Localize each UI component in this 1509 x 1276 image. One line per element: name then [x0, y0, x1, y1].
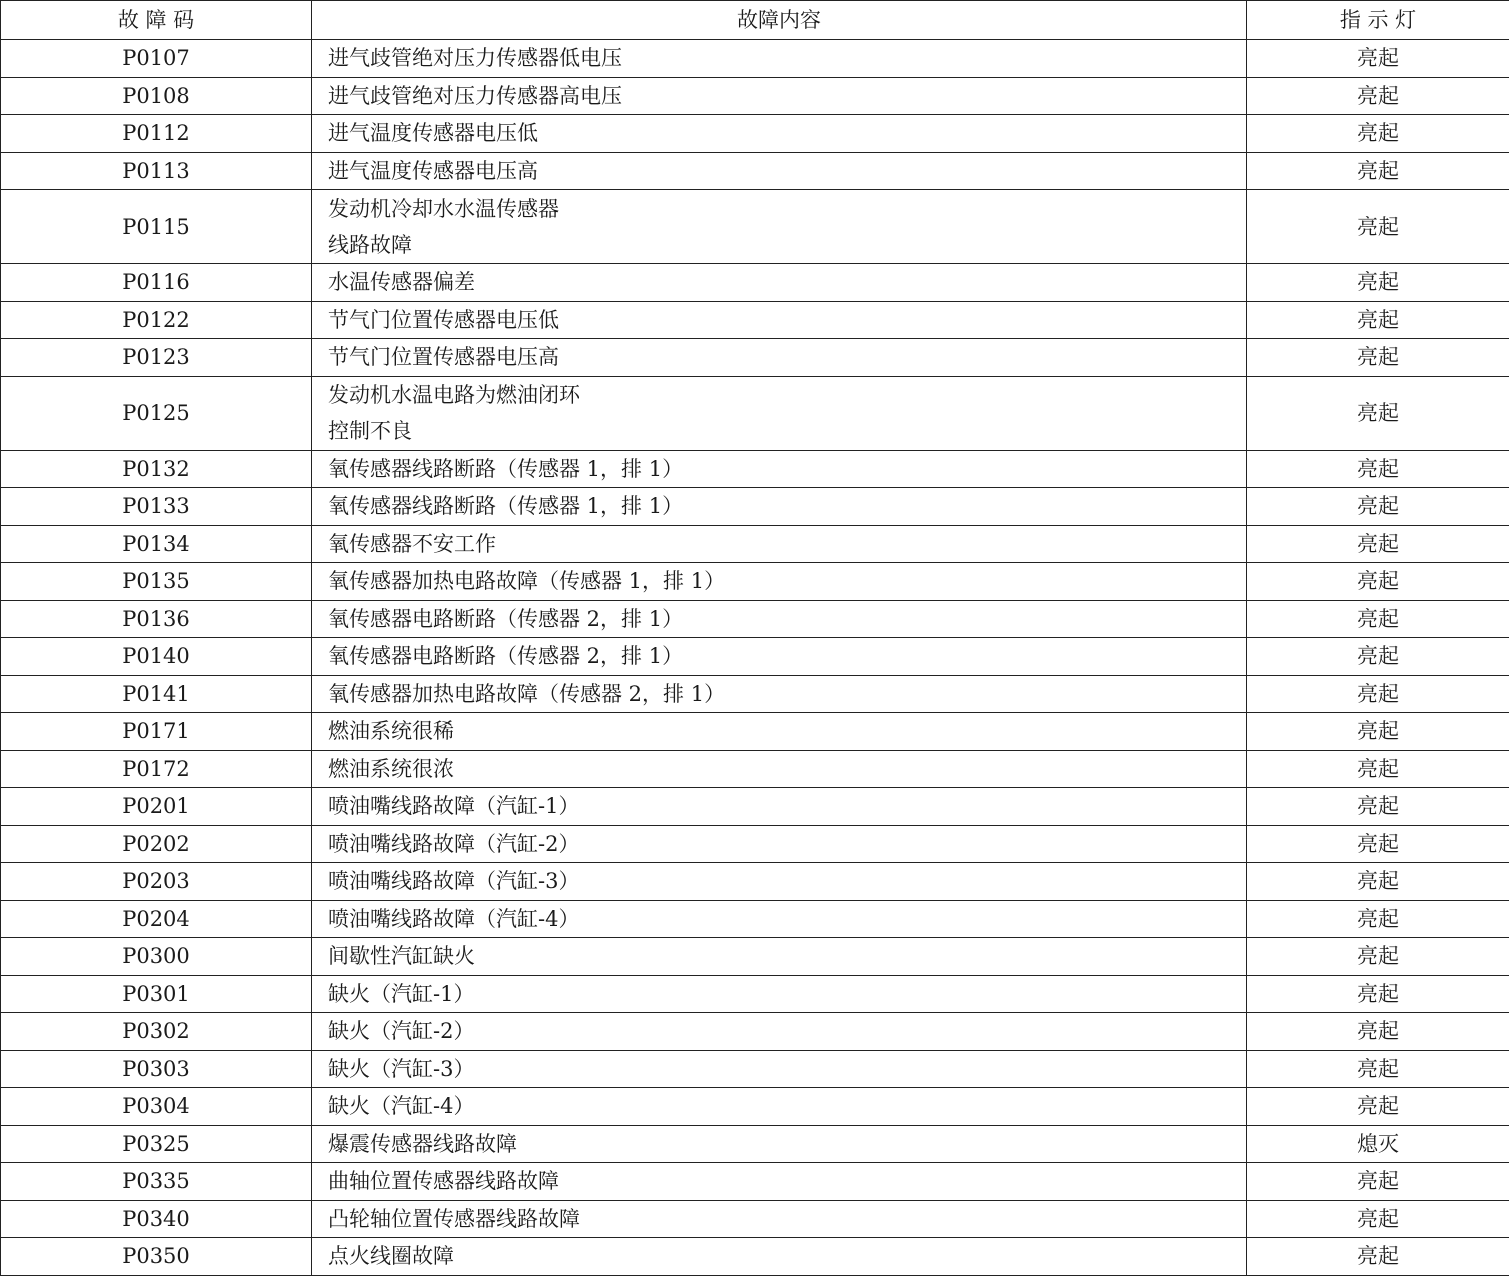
fault-code-cell: P0141 [1, 675, 312, 713]
table-row [1, 638, 1509, 676]
table-row [1, 376, 1509, 450]
table-row [1, 488, 1509, 526]
table-row [1, 1050, 1509, 1088]
fault-content-cell [312, 638, 1247, 676]
fault-content-cell [312, 376, 1247, 450]
fault-content-cell [312, 863, 1247, 901]
fault-code-cell: P0303 [1, 1050, 312, 1088]
fault-content-line: 水温传感器偏差 [328, 270, 475, 295]
fault-code-cell: P0134 [1, 525, 312, 563]
header-indicator-lamp: 指 示 灯 [1247, 1, 1509, 40]
fault-content-line: 进气温度传感器电压低 [328, 121, 538, 146]
indicator-lamp-cell: 亮起 [1247, 301, 1509, 339]
table-row [1, 450, 1509, 488]
fault-code-cell: P0132 [1, 450, 312, 488]
fault-content-line: 喷油嘴线路故障（汽缸-2） [328, 831, 580, 856]
table-row [1, 975, 1509, 1013]
fault-content-line: 氧传感器不安工作 [328, 531, 496, 556]
indicator-lamp-cell: 亮起 [1247, 1088, 1509, 1126]
table-row [1, 301, 1509, 339]
indicator-lamp-cell: 亮起 [1247, 750, 1509, 788]
table-row [1, 190, 1509, 264]
fault-code-cell: P0135 [1, 563, 312, 601]
indicator-lamp-cell: 亮起 [1247, 638, 1509, 676]
fault-code-cell: P0302 [1, 1013, 312, 1051]
table-row [1, 152, 1509, 190]
fault-content-line: 氧传感器线路断路（传感器 1，排 1） [328, 456, 684, 481]
fault-content-line: 发动机水温电路为燃油闭环 [328, 383, 580, 407]
fault-content-cell [312, 115, 1247, 153]
fault-content-cell [312, 900, 1247, 938]
table-row [1, 525, 1509, 563]
fault-content-cell [312, 1163, 1247, 1201]
header-fault-code: 故 障 码 [1, 1, 312, 40]
fault-content-line: 喷油嘴线路故障（汽缸-4） [328, 906, 580, 931]
table-row [1, 264, 1509, 302]
fault-content-cell [312, 675, 1247, 713]
fault-code-cell: P0301 [1, 975, 312, 1013]
fault-code-cell: P0140 [1, 638, 312, 676]
table-row [1, 900, 1509, 938]
fault-code-cell: P0202 [1, 825, 312, 863]
fault-content-cell [312, 1050, 1247, 1088]
fault-content-line: 燃油系统很稀 [328, 719, 454, 744]
fault-code-cell: P0115 [1, 190, 312, 264]
indicator-lamp-cell: 亮起 [1247, 600, 1509, 638]
fault-code-cell: P0136 [1, 600, 312, 638]
table-row [1, 40, 1509, 78]
fault-content-line: 进气歧管绝对压力传感器高电压 [328, 83, 622, 108]
fault-content-line: 控制不良 [328, 419, 412, 443]
indicator-lamp-cell: 亮起 [1247, 115, 1509, 153]
fault-content-line: 发动机冷却水水温传感器 [328, 196, 559, 221]
fault-content-line: 爆震传感器线路故障 [328, 1131, 517, 1156]
fault-content-line: 氧传感器加热电路故障（传感器 2，排 1） [328, 681, 726, 706]
fault-code-cell: P0350 [1, 1238, 312, 1276]
fault-content-cell [312, 1200, 1247, 1238]
fault-content-line: 缺火（汽缸-1） [328, 981, 475, 1006]
fault-content-cell [312, 301, 1247, 339]
fault-content-line: 缺火（汽缸-3） [328, 1056, 475, 1081]
indicator-lamp-cell: 亮起 [1247, 190, 1509, 264]
table-row [1, 1013, 1509, 1051]
fault-content-cell [312, 713, 1247, 751]
fault-code-cell: P0300 [1, 938, 312, 976]
indicator-lamp-cell: 亮起 [1247, 152, 1509, 190]
fault-code-cell: P0172 [1, 750, 312, 788]
fault-content-cell [312, 788, 1247, 826]
table-row [1, 713, 1509, 751]
fault-content-line: 间歇性汽缸缺火 [328, 944, 475, 969]
fault-code-cell: P0201 [1, 788, 312, 826]
fault-content-line: 进气歧管绝对压力传感器低电压 [328, 46, 622, 71]
fault-content-cell [312, 1013, 1247, 1051]
fault-code-cell: P0325 [1, 1125, 312, 1163]
fault-code-cell: P0304 [1, 1088, 312, 1126]
fault-code-cell: P0171 [1, 713, 312, 751]
fault-content-line: 喷油嘴线路故障（汽缸-3） [328, 869, 580, 894]
fault-content-cell [312, 77, 1247, 115]
fault-code-cell: P0122 [1, 301, 312, 339]
table-row [1, 675, 1509, 713]
table-body [1, 40, 1509, 1276]
fault-content-line: 节气门位置传感器电压高 [328, 345, 559, 370]
indicator-lamp-cell: 亮起 [1247, 1013, 1509, 1051]
fault-code-cell: P0112 [1, 115, 312, 153]
fault-code-cell: P0125 [1, 376, 312, 450]
fault-content-cell [312, 1125, 1247, 1163]
indicator-lamp-cell: 亮起 [1247, 264, 1509, 302]
fault-content-cell [312, 975, 1247, 1013]
table-header [1, 1, 1509, 40]
table-row [1, 600, 1509, 638]
fault-content-cell [312, 152, 1247, 190]
table-row [1, 788, 1509, 826]
fault-content-cell [312, 40, 1247, 78]
fault-content-line: 氧传感器电路断路（传感器 2，排 1） [328, 606, 684, 631]
fault-content-line: 线路故障 [328, 232, 412, 257]
fault-content-cell [312, 938, 1247, 976]
fault-content-line: 节气门位置传感器电压低 [328, 307, 559, 332]
table-row [1, 77, 1509, 115]
table-row [1, 863, 1509, 901]
indicator-lamp-cell: 亮起 [1247, 975, 1509, 1013]
table-row [1, 1200, 1509, 1238]
fault-code-cell: P0340 [1, 1200, 312, 1238]
fault-code-cell: P0116 [1, 264, 312, 302]
indicator-lamp-cell: 亮起 [1247, 1050, 1509, 1088]
table-row [1, 1163, 1509, 1201]
fault-content-cell [312, 1088, 1247, 1126]
fault-content-cell [312, 600, 1247, 638]
indicator-lamp-cell: 亮起 [1247, 488, 1509, 526]
indicator-lamp-cell: 亮起 [1247, 40, 1509, 78]
indicator-lamp-cell: 亮起 [1247, 376, 1509, 450]
indicator-lamp-cell: 亮起 [1247, 77, 1509, 115]
header-row [1, 1, 1509, 40]
fault-content-line: 氧传感器加热电路故障（传感器 1，排 1） [328, 569, 726, 594]
fault-content-line: 燃油系统很浓 [328, 756, 454, 781]
fault-code-cell: P0123 [1, 339, 312, 377]
table-row [1, 1125, 1509, 1163]
fault-content-line: 缺火（汽缸-2） [328, 1019, 475, 1044]
indicator-lamp-cell: 亮起 [1247, 938, 1509, 976]
fault-content-cell [312, 1238, 1247, 1276]
fault-content-cell [312, 525, 1247, 563]
table-row [1, 563, 1509, 601]
indicator-lamp-cell: 亮起 [1247, 863, 1509, 901]
indicator-lamp-cell: 亮起 [1247, 675, 1509, 713]
fault-content-line: 喷油嘴线路故障（汽缸-1） [328, 794, 580, 819]
indicator-lamp-cell: 亮起 [1247, 825, 1509, 863]
fault-content-line: 进气温度传感器电压高 [328, 158, 538, 183]
fault-content-cell [312, 488, 1247, 526]
indicator-lamp-cell: 亮起 [1247, 1163, 1509, 1201]
fault-code-cell: P0335 [1, 1163, 312, 1201]
indicator-lamp-cell: 亮起 [1247, 713, 1509, 751]
indicator-lamp-cell: 熄灭 [1247, 1125, 1509, 1163]
indicator-lamp-cell: 亮起 [1247, 900, 1509, 938]
fault-code-cell: P0108 [1, 77, 312, 115]
table-row [1, 339, 1509, 377]
indicator-lamp-cell: 亮起 [1247, 563, 1509, 601]
fault-code-cell: P0113 [1, 152, 312, 190]
fault-content-line: 缺火（汽缸-4） [328, 1094, 475, 1119]
fault-content-line: 氧传感器电路断路（传感器 2，排 1） [328, 644, 684, 669]
indicator-lamp-cell: 亮起 [1247, 339, 1509, 377]
indicator-lamp-cell: 亮起 [1247, 1238, 1509, 1276]
table-row [1, 750, 1509, 788]
fault-content-cell [312, 563, 1247, 601]
fault-content-line: 点火线圈故障 [328, 1244, 454, 1269]
fault-code-cell: P0203 [1, 863, 312, 901]
header-fault-content: 故障内容 [312, 1, 1247, 40]
table-row [1, 115, 1509, 153]
indicator-lamp-cell: 亮起 [1247, 525, 1509, 563]
indicator-lamp-cell: 亮起 [1247, 450, 1509, 488]
fault-content-cell [312, 750, 1247, 788]
indicator-lamp-cell: 亮起 [1247, 1200, 1509, 1238]
fault-code-cell: P0107 [1, 40, 312, 78]
fault-code-cell: P0204 [1, 900, 312, 938]
indicator-lamp-cell: 亮起 [1247, 788, 1509, 826]
table-row [1, 1238, 1509, 1276]
fault-content-cell [312, 339, 1247, 377]
table-row [1, 938, 1509, 976]
fault-content-line: 凸轮轴位置传感器线路故障 [328, 1206, 580, 1231]
table-row [1, 825, 1509, 863]
fault-code-cell: P0133 [1, 488, 312, 526]
fault-content-cell [312, 450, 1247, 488]
fault-content-cell [312, 825, 1247, 863]
table-row [1, 1088, 1509, 1126]
fault-content-line: 氧传感器线路断路（传感器 1，排 1） [328, 494, 684, 519]
fault-content-cell [312, 264, 1247, 302]
fault-content-cell [312, 190, 1247, 264]
fault-content-line: 曲轴位置传感器线路故障 [328, 1169, 559, 1194]
